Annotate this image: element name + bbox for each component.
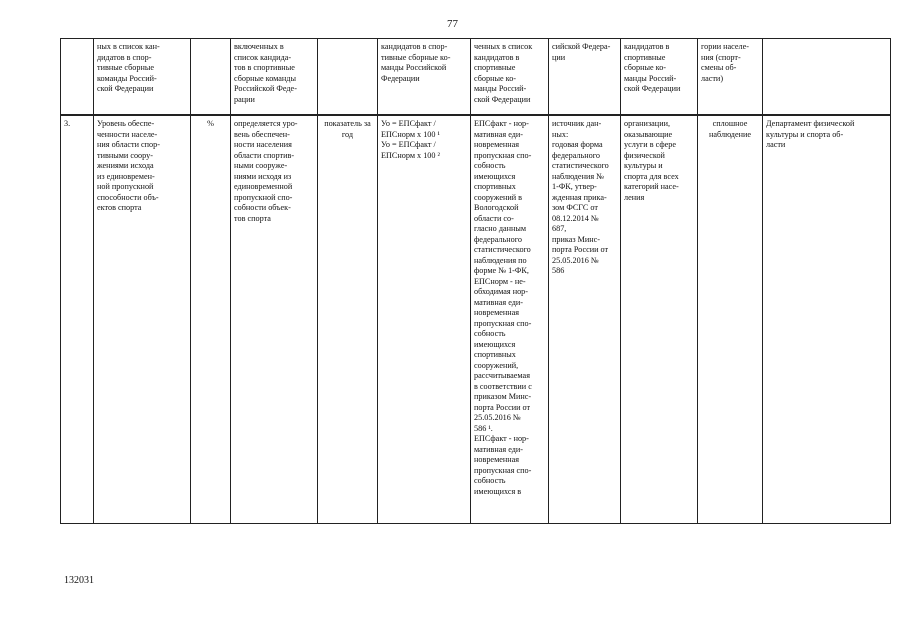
cell-source: источник дан- ных: годовая форма федерального статистического наблюдения № 1-ФК, утвер- жденная прика- зом ФСГС от 08.12.2014 № 687, приказ Минс- порта России от 25.05.2016 № 586: [549, 115, 621, 524]
document-id: 132031: [64, 575, 94, 586]
cell-definition: включенных в список кандида- тов в спортивные сборные команды Российской Феде- рации: [231, 39, 318, 116]
cell-unit: %: [191, 115, 231, 524]
cell-periodicity: [318, 39, 378, 116]
indicator-table: [60, 38, 891, 524]
cell-units-surveyed: организации, оказывающие услуги в сфере физической культуры и спорта для всех категорий насе- ления: [621, 115, 698, 524]
cell-indicator-name: ных в список кан- дидатов в спор- тивные сборные команды Россий- ской Федерации: [94, 39, 191, 116]
cell-units-surveyed: кандидатов в спортивные сборные ко- манды Россий- ской Федерации: [621, 39, 698, 116]
cell-indicator-name: Уровень обеспе- ченности населе- ния области спор- тивными соору- жениями исхода из единовремен- ной пропускной способности объ- ектов спорта: [94, 115, 191, 524]
cell-periodicity: показатель за год: [318, 115, 378, 524]
cell-unit: [191, 39, 231, 116]
cell-source: сийской Федера- ции: [549, 39, 621, 116]
cell-variables: ченных в список кандидатов в спортивные сборные ко- манды Россий- ской Федерации: [471, 39, 549, 116]
cell-formula: Уо = ЕПСфакт / ЕПСнорм х 100 ¹ Уо = ЕПСфакт / ЕПСнорм х 100 ²: [378, 115, 471, 524]
cell-method: гории населе- ния (спорт- смены об- ласти): [698, 39, 763, 116]
table-row-indicator-3: [61, 115, 891, 524]
cell-responsible: [763, 39, 891, 116]
cell-method: сплошное наблюдение: [698, 115, 763, 524]
table-row-continuation: [61, 39, 891, 116]
cell-number: 3.: [61, 115, 94, 524]
cell-number: [61, 39, 94, 116]
cell-definition: определяется уро- вень обеспечен- ности населения области спортив- ными сооруже- ниями исходя из единовременной пропускной спо- собности объек- тов спорта: [231, 115, 318, 524]
page-number: 77: [447, 18, 458, 30]
cell-variables: ЕПСфакт - нор- мативная еди- новременная пропускная спо- собность имеющихся спортивных сооружений в Вологодской области со- гласно данным федерального статистического наблюдения по форме № 1-ФК, ЕПСнорм - не- обходимая нор- мативная еди- новременная пропускная спо- собность имеющихся спортивных сооружений, рассчитываемая в соответствии с приказом Минс- порта России от 25.05.2016 № 586 ¹. ЕПСфакт - нор- мативная еди- новременная пропускная спо- собность имеющихся в: [471, 115, 549, 524]
cell-formula: кандидатов в спор- тивные сборные ко- манды Российской Федерации: [378, 39, 471, 116]
cell-responsible: Департамент физической культуры и спорта об- ласти: [763, 115, 891, 524]
